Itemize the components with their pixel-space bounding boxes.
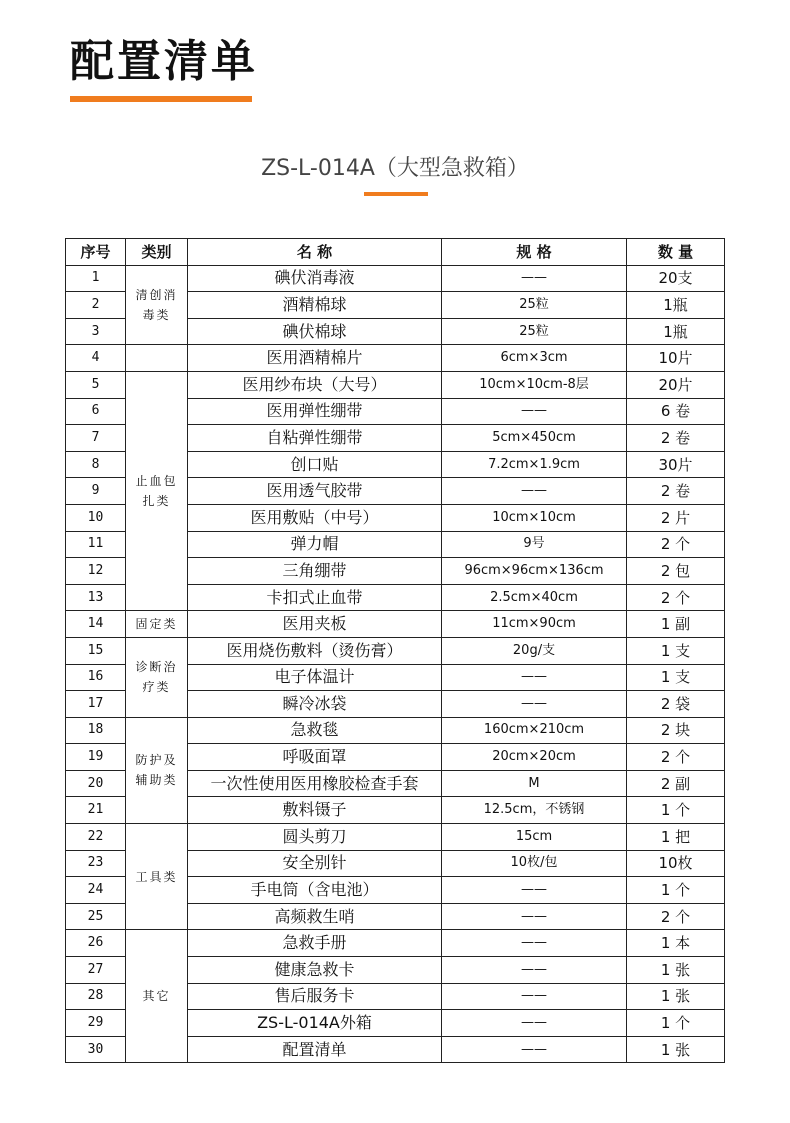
- row-name: 三角绷带: [188, 558, 442, 585]
- row-seq: 15: [66, 637, 126, 664]
- row-spec: 10cm×10cm-8层: [442, 371, 627, 398]
- row-spec: ——: [442, 930, 627, 957]
- row-name: 急救手册: [188, 930, 442, 957]
- row-category: 固定类: [126, 611, 188, 638]
- row-spec: ——: [442, 903, 627, 930]
- row-spec: 7.2cm×1.9cm: [442, 451, 627, 478]
- row-category: 止血包扎类: [126, 371, 188, 610]
- row-category: [126, 345, 188, 372]
- table-row: [66, 637, 725, 664]
- row-seq: 16: [66, 664, 126, 691]
- row-category: 工具类: [126, 824, 188, 930]
- row-seq: 21: [66, 797, 126, 824]
- row-qty: 2 袋: [627, 691, 725, 718]
- header-category: 类别: [126, 239, 188, 266]
- row-name: 电子体温计: [188, 664, 442, 691]
- row-qty: 10片: [627, 345, 725, 372]
- row-seq: 18: [66, 717, 126, 744]
- row-name: 医用透气胶带: [188, 478, 442, 505]
- row-name: 碘伏棉球: [188, 318, 442, 345]
- row-seq: 10: [66, 504, 126, 531]
- row-name: 弹力帽: [188, 531, 442, 558]
- row-qty: 30片: [627, 451, 725, 478]
- row-category: 防护及辅助类: [126, 717, 188, 823]
- row-name: 敷料镊子: [188, 797, 442, 824]
- row-name: 医用烧伤敷料（烫伤膏）: [188, 637, 442, 664]
- row-seq: 25: [66, 903, 126, 930]
- row-qty: 1瓶: [627, 292, 725, 319]
- row-spec: 10枚/包: [442, 850, 627, 877]
- product-subtitle: ZS-L-014A（大型急救箱）: [261, 156, 529, 181]
- row-spec: 25粒: [442, 292, 627, 319]
- row-qty: 1 个: [627, 797, 725, 824]
- row-seq: 2: [66, 292, 126, 319]
- row-qty: 2 片: [627, 504, 725, 531]
- row-qty: 2 卷: [627, 478, 725, 505]
- row-spec: 20g/支: [442, 637, 627, 664]
- row-spec: 160cm×210cm: [442, 717, 627, 744]
- row-qty: 2 卷: [627, 425, 725, 452]
- row-spec: 5cm×450cm: [442, 425, 627, 452]
- subtitle-underline: [364, 192, 428, 196]
- header-qty: 数 量: [627, 239, 725, 266]
- table-header-row: [66, 239, 725, 266]
- page-title: 配置清单: [70, 36, 258, 87]
- title-underline: [70, 96, 252, 102]
- row-name: 一次性使用医用橡胶检查手套: [188, 770, 442, 797]
- row-spec: 15cm: [442, 824, 627, 851]
- row-qty: 20支: [627, 265, 725, 292]
- row-qty: 10枚: [627, 850, 725, 877]
- row-seq: 17: [66, 691, 126, 718]
- row-spec: 10cm×10cm: [442, 504, 627, 531]
- row-qty: 1瓶: [627, 318, 725, 345]
- row-name: 手电筒（含电池）: [188, 877, 442, 904]
- row-seq: 8: [66, 451, 126, 478]
- header-seq: 序号: [66, 239, 126, 266]
- row-qty: 1 本: [627, 930, 725, 957]
- row-name: 自粘弹性绷带: [188, 425, 442, 452]
- row-seq: 5: [66, 371, 126, 398]
- row-spec: ——: [442, 1036, 627, 1063]
- row-spec: ——: [442, 1010, 627, 1037]
- row-spec: ——: [442, 478, 627, 505]
- row-spec: ——: [442, 957, 627, 984]
- table-row: [66, 611, 725, 638]
- row-qty: 1 支: [627, 664, 725, 691]
- row-qty: 6 卷: [627, 398, 725, 425]
- row-spec: 96cm×96cm×136cm: [442, 558, 627, 585]
- row-spec: 12.5cm，不锈钢: [442, 797, 627, 824]
- row-qty: 2 块: [627, 717, 725, 744]
- row-seq: 3: [66, 318, 126, 345]
- row-name: 安全别针: [188, 850, 442, 877]
- row-seq: 20: [66, 770, 126, 797]
- row-qty: 1 支: [627, 637, 725, 664]
- row-seq: 4: [66, 345, 126, 372]
- row-seq: 1: [66, 265, 126, 292]
- row-spec: 25粒: [442, 318, 627, 345]
- table-row: [66, 345, 725, 372]
- row-spec: ——: [442, 664, 627, 691]
- row-seq: 27: [66, 957, 126, 984]
- row-qty: 2 个: [627, 744, 725, 771]
- row-name: ZS-L-014A外箱: [188, 1010, 442, 1037]
- row-name: 配置清单: [188, 1036, 442, 1063]
- row-name: 碘伏消毒液: [188, 265, 442, 292]
- row-qty: 2 副: [627, 770, 725, 797]
- table-row: [66, 717, 725, 744]
- row-qty: 2 个: [627, 584, 725, 611]
- row-category: 诊断治疗类: [126, 637, 188, 717]
- row-qty: 1 个: [627, 877, 725, 904]
- row-spec: M: [442, 770, 627, 797]
- row-spec: ——: [442, 877, 627, 904]
- row-seq: 19: [66, 744, 126, 771]
- row-seq: 23: [66, 850, 126, 877]
- row-name: 高频救生哨: [188, 903, 442, 930]
- row-seq: 28: [66, 983, 126, 1010]
- row-name: 瞬冷冰袋: [188, 691, 442, 718]
- row-name: 酒精棉球: [188, 292, 442, 319]
- row-seq: 12: [66, 558, 126, 585]
- row-spec: 9号: [442, 531, 627, 558]
- table-row: [66, 265, 725, 292]
- row-seq: 11: [66, 531, 126, 558]
- row-name: 医用酒精棉片: [188, 345, 442, 372]
- row-seq: 24: [66, 877, 126, 904]
- header-spec: 规 格: [442, 239, 627, 266]
- row-name: 售后服务卡: [188, 983, 442, 1010]
- row-qty: 2 个: [627, 531, 725, 558]
- row-name: 呼吸面罩: [188, 744, 442, 771]
- row-name: 医用夹板: [188, 611, 442, 638]
- table-body: [66, 265, 725, 1063]
- row-qty: 1 副: [627, 611, 725, 638]
- row-name: 卡扣式止血带: [188, 584, 442, 611]
- row-name: 急救毯: [188, 717, 442, 744]
- row-name: 创口贴: [188, 451, 442, 478]
- row-seq: 13: [66, 584, 126, 611]
- row-seq: 14: [66, 611, 126, 638]
- row-spec: ——: [442, 691, 627, 718]
- row-seq: 9: [66, 478, 126, 505]
- row-qty: 1 个: [627, 1010, 725, 1037]
- row-qty: 20片: [627, 371, 725, 398]
- row-spec: ——: [442, 398, 627, 425]
- row-seq: 26: [66, 930, 126, 957]
- table-row: [66, 930, 725, 957]
- row-category: 清创消毒类: [126, 265, 188, 345]
- row-qty: 2 包: [627, 558, 725, 585]
- row-seq: 29: [66, 1010, 126, 1037]
- row-seq: 22: [66, 824, 126, 851]
- row-spec: ——: [442, 983, 627, 1010]
- row-qty: 1 张: [627, 983, 725, 1010]
- row-spec: 6cm×3cm: [442, 345, 627, 372]
- configuration-table: [65, 238, 725, 1063]
- row-qty: 2 个: [627, 903, 725, 930]
- row-name: 医用敷贴（中号）: [188, 504, 442, 531]
- row-category: 其它: [126, 930, 188, 1063]
- row-name: 圆头剪刀: [188, 824, 442, 851]
- row-qty: 1 张: [627, 957, 725, 984]
- header-name: 名 称: [188, 239, 442, 266]
- row-seq: 30: [66, 1036, 126, 1063]
- row-spec: 11cm×90cm: [442, 611, 627, 638]
- row-qty: 1 张: [627, 1036, 725, 1063]
- row-seq: 6: [66, 398, 126, 425]
- row-spec: 20cm×20cm: [442, 744, 627, 771]
- row-name: 医用弹性绷带: [188, 398, 442, 425]
- row-qty: 1 把: [627, 824, 725, 851]
- row-seq: 7: [66, 425, 126, 452]
- table-row: [66, 824, 725, 851]
- row-spec: ——: [442, 265, 627, 292]
- row-name: 医用纱布块（大号）: [188, 371, 442, 398]
- row-spec: 2.5cm×40cm: [442, 584, 627, 611]
- row-name: 健康急救卡: [188, 957, 442, 984]
- table-row: [66, 371, 725, 398]
